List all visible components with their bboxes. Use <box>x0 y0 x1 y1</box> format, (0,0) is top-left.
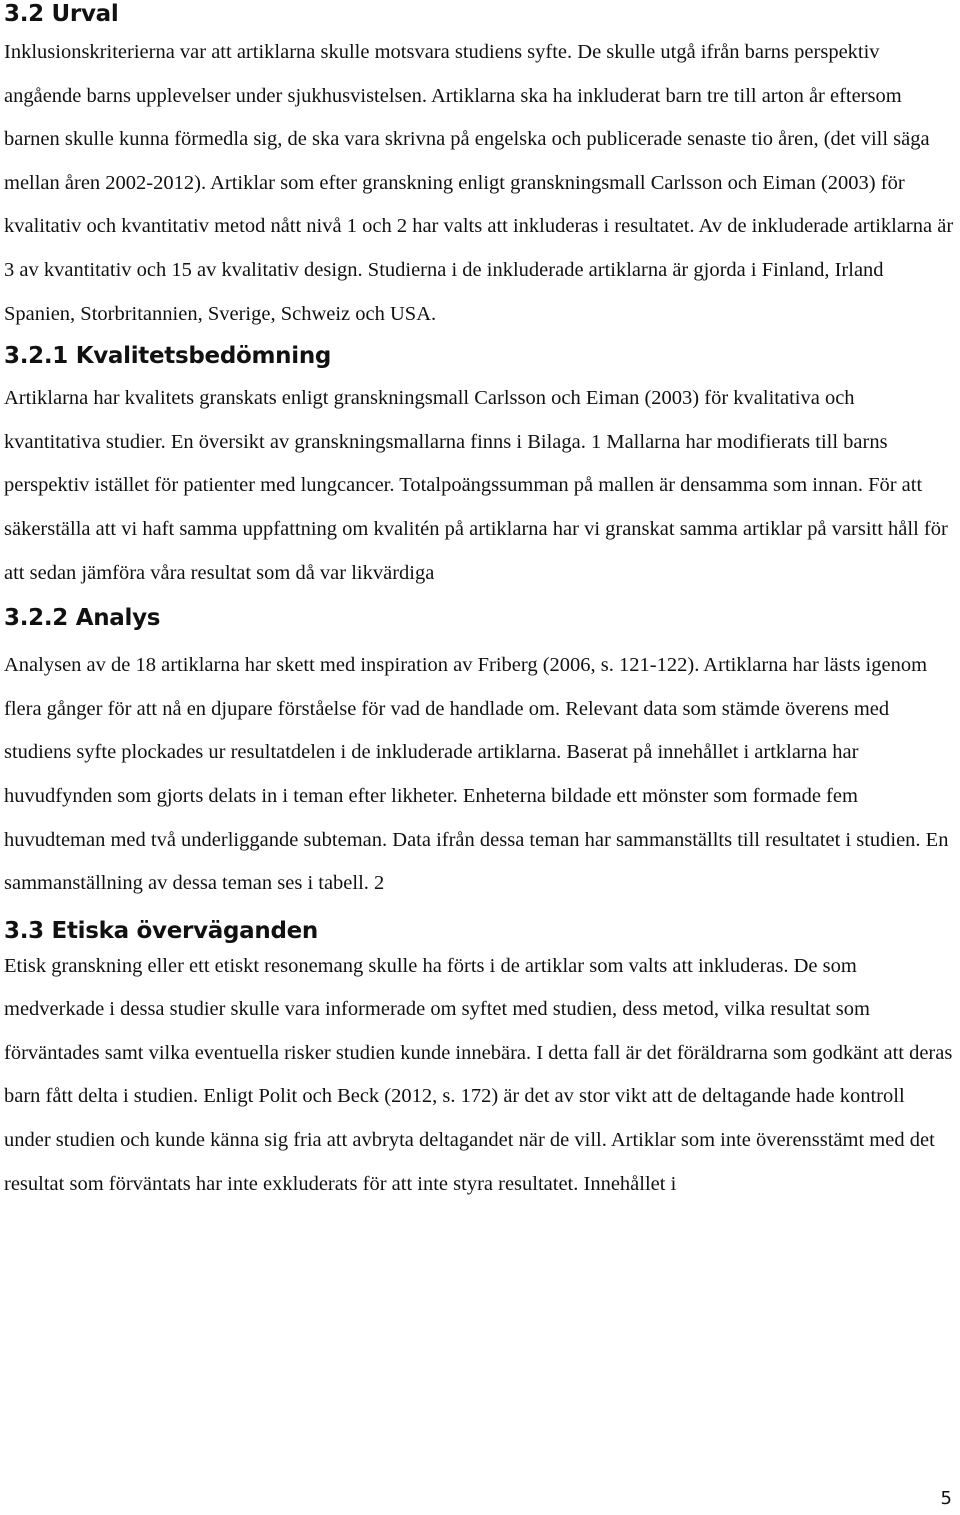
section-heading-analys: 3.2.2 Analys <box>4 605 161 632</box>
section-heading-kvalitetsbedomning: 3.2.1 Kvalitetsbedömning <box>4 343 332 370</box>
section-text-etiska-overvaganden: Etisk granskning eller ett etiskt resonemang skulle ha förts i de artiklar som valts att inkluderas. De som medverkade i dessa studier skulle vara informerade om syftet med studien, dess metod, vilka resultat som förväntades samt vilka eventuella risker studien kunde innebära. I detta fall är det föräldrarna som godkänt att deras barn fått delta i studien. Enligt Polit och Beck (2012, s. 172) är det av stor vikt att de deltagande hade kontroll under studien och kunde känna sig fria att avbryta deltagandet när de vill. Artiklar som inte överensstämt med det resultat som förväntats har inte exkluderats för att inte styra resultatet. Innehållet i <box>4 954 953 1195</box>
section-text-analys: Analysen av de 18 artiklarna har skett med inspiration av Friberg (2006, s. 121-122). Artiklarna har lästs igenom flera gånger för att nå en djupare förståelse för vad de handlade om. Relevant data som stämde överens med studiens syfte plockades ur resultatdelen i de inkluderade artiklarna. Baserat på innehållet i artklarna har huvudfynden som gjorts delats in i teman efter likheter. Enheterna bildade ett mönster som formade fem huvudteman med två underliggande subteman. Data ifrån dessa teman har sammanställts till resultatet i studien. En sammanställning av dessa teman ses i tabell. 2 <box>4 654 949 895</box>
section-heading-etiska-overvaganden: 3.3 Etiska överväganden <box>4 917 318 944</box>
section-heading-urval: 3.2 Urval <box>4 1 119 27</box>
document-page <box>4 0 956 1206</box>
page-number: 5 <box>940 1488 952 1509</box>
section-text-urval: Inklusionskriterierna var att artiklarna skulle motsvara studiens syfte. De skulle utgå ifrån barns perspektiv angående barns upplevelser under sjukhusvistelsen. Artiklarna ska ha inkluderat barn tre till arton år eftersom barnen skulle kunna förmedla sig, de ska vara skrivna på engelska och publicerade senaste tio åren, (det vill säga mellan åren 2002-2012). Artiklar som efter granskning enligt granskningsmall Carlsson och Eiman (2003) för kvalitativ och kvantitativ metod nått nivå 1 och 2 har valts att inkluderas i resultatet. Av de inkluderade artiklarna är 3 av kvantitativ och 15 av kvalitativ design. Studierna i de inkluderade artiklarna är gjorda i Finland, Irland Spanien, Storbritannien, Sverige, Schweiz och USA. <box>4 41 954 325</box>
section-text-kvalitetsbedomning: Artiklarna har kvalitets granskats enligt granskningsmall Carlsson och Eiman (2003) för kvalitativa och kvantitativa studier. En översikt av granskningsmallarna finns i Bilaga. 1 Mallarna har modifierats till barns perspektiv istället för patienter med lungcancer. Totalpoängssumman på mallen är densamma som innan. För att säkerställa att vi haft samma uppfattning om kvalitén på artiklarna har vi granskat samma artiklar på varsitt håll för att sedan jämföra våra resultat som då var likvärdiga <box>4 387 948 584</box>
